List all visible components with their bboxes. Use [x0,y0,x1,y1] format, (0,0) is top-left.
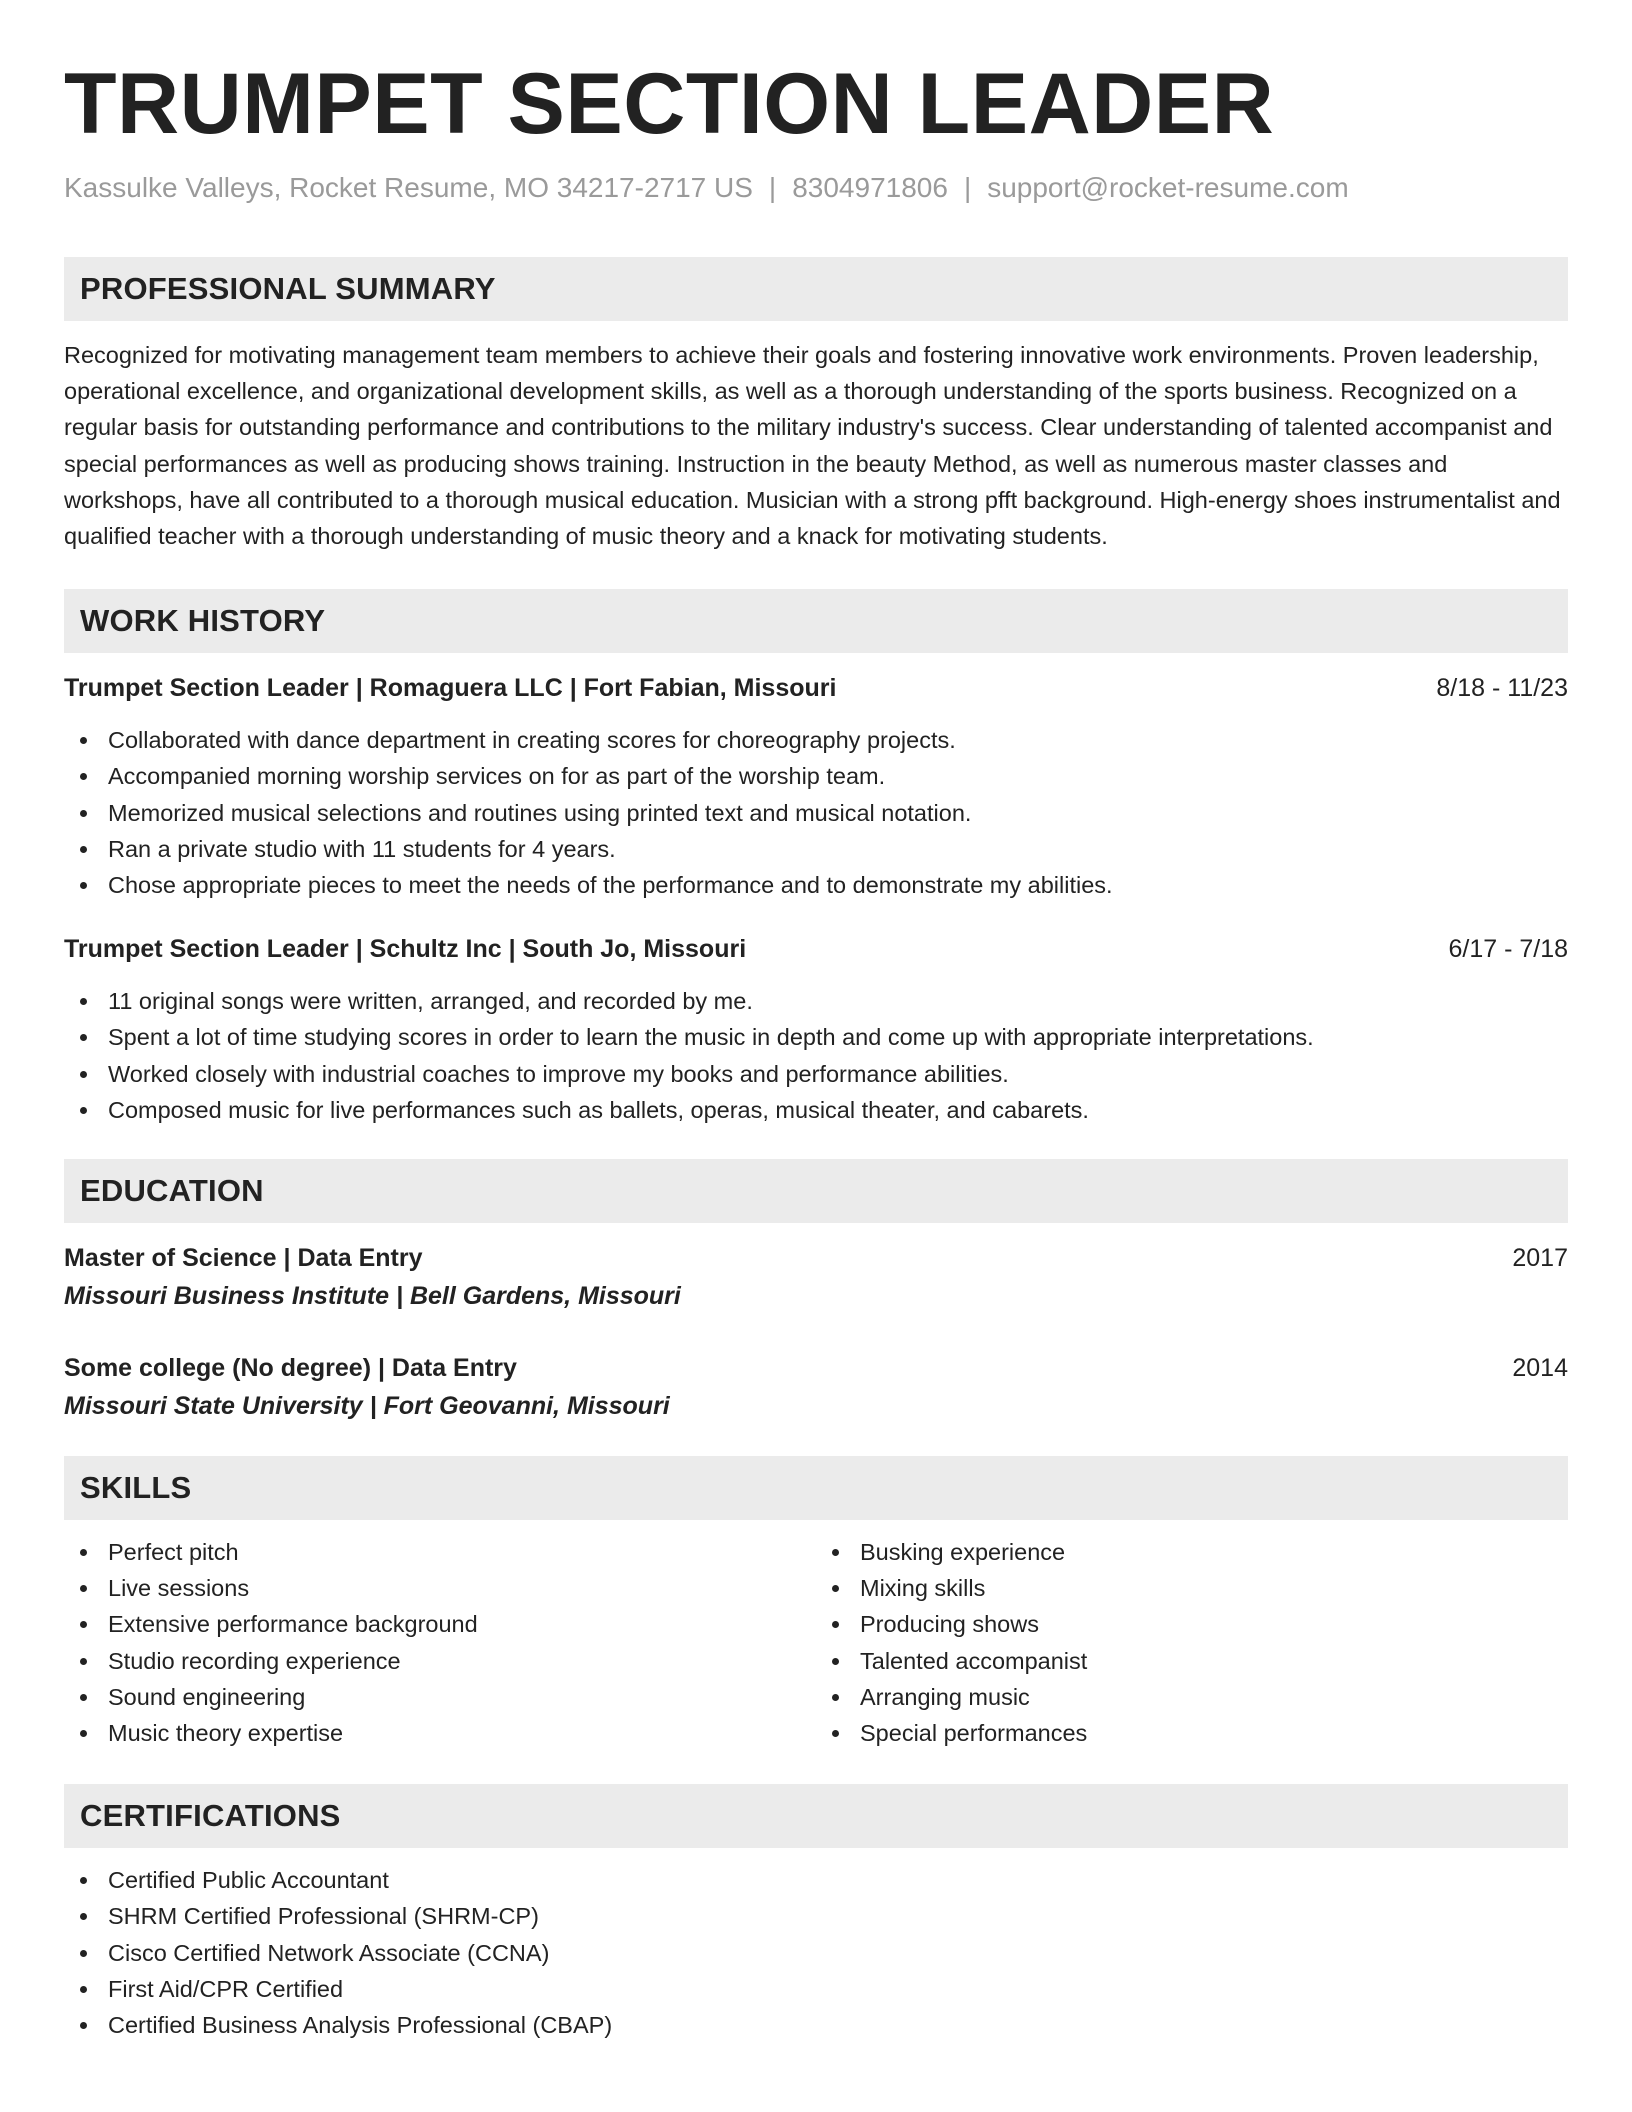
list-item: Producing shows [816,1606,1568,1642]
list-item: Live sessions [64,1570,816,1606]
list-item: Busking experience [816,1534,1568,1570]
education-entry [64,1240,1568,1314]
list-item: Composed music for live performances such as ballets, operas, musical theater, and cabarets. [64,1092,1568,1128]
list-item: Arranging music [816,1679,1568,1715]
contact-line [64,170,1568,206]
list-item: SHRM Certified Professional (SHRM-CP) [64,1898,1568,1934]
section-title: WORK HISTORY [80,603,326,639]
education-header [64,1350,1568,1386]
section-header-certifications [64,1784,1568,1848]
list-item: Talented accompanist [816,1643,1568,1679]
job-entry [64,931,1568,1128]
job-bullets [64,983,1568,1128]
section-header-summary [64,257,1568,321]
list-item: Memorized musical selections and routines using printed text and musical notation. [64,795,1568,831]
list-item: Certified Public Accountant [64,1862,1568,1898]
education-degree: Some college (No degree) | Data Entry [64,1354,517,1383]
contact-email: support@rocket-resume.com [987,172,1349,203]
list-item: First Aid/CPR Certified [64,1971,1568,2007]
list-item: Studio recording experience [64,1643,816,1679]
list-item: Ran a private studio with 11 students for 4 years. [64,831,1568,867]
contact-separator: | [768,172,777,203]
list-item: Music theory expertise [64,1715,816,1751]
job-header [64,931,1568,967]
contact-separator: | [963,172,972,203]
list-item: Accompanied morning worship services on for as part of the worship team. [64,758,1568,794]
job-title: Trumpet Section Leader | Romaguera LLC | Fort Fabian, Missouri [64,674,837,703]
skills-column-right [816,1534,1568,1751]
resume-title: TRUMPET SECTION LEADER [64,56,1275,152]
job-title: Trumpet Section Leader | Schultz Inc | South Jo, Missouri [64,935,747,964]
list-item: Special performances [816,1715,1568,1751]
list-item: Chose appropriate pieces to meet the needs of the performance and to demonstrate my abilities. [64,867,1568,903]
section-header-education [64,1159,1568,1223]
education-school: Missouri State University | Fort Geovanni, Missouri [64,1392,670,1421]
list-item: Extensive performance background [64,1606,816,1642]
education-entry [64,1350,1568,1424]
list-item: Mixing skills [816,1570,1568,1606]
education-degree: Master of Science | Data Entry [64,1244,423,1273]
list-item: Perfect pitch [64,1534,816,1570]
job-dates: 6/17 - 7/18 [1448,935,1568,964]
section-title: PROFESSIONAL SUMMARY [80,271,496,306]
skills-column-left [64,1534,816,1751]
list-item: Cisco Certified Network Associate (CCNA) [64,1935,1568,1971]
list-item: Sound engineering [64,1679,816,1715]
education-year: 2017 [1512,1244,1568,1273]
list-item: Spent a lot of time studying scores in order to learn the music in depth and come up with appropriate interpretations. [64,1019,1568,1055]
job-dates: 8/18 - 11/23 [1436,674,1568,703]
section-header-work-history [64,589,1568,653]
certifications-list [64,1862,1568,2043]
list-item: Certified Business Analysis Professional (CBAP) [64,2007,1568,2043]
contact-phone: 8304971806 [792,172,948,203]
summary-text: Recognized for motivating management team members to achieve their goals and fostering innovative work environments. Proven leadership, operational excellence, and organizational development skills, as well as a thorough understanding of the sports business. Recognized on a regular basis for outstanding performance and contributions to the military industry's success. Clear understanding of talented accompanist and special performances as well as producing shows training. Instruction in the beauty Method, as well as numerous master classes and workshops, have all contributed to a thorough musical education. Musician with a strong pfft background. High-energy shoes instrumentalist and qualified teacher with a thorough understanding of music theory and a knack for motivating students. [64,342,1561,550]
education-school: Missouri Business Institute | Bell Gardens, Missouri [64,1282,681,1311]
job-header [64,670,1568,706]
list-item: Collaborated with dance department in creating scores for choreography projects. [64,722,1568,758]
job-entry [64,670,1568,903]
education-header [64,1240,1568,1276]
contact-address: Kassulke Valleys, Rocket Resume, MO 34217-2717 US [64,172,753,203]
job-bullets [64,722,1568,903]
section-title: CERTIFICATIONS [80,1798,341,1834]
list-item: 11 original songs were written, arranged, and recorded by me. [64,983,1568,1019]
section-title: SKILLS [80,1470,192,1506]
list-item: Worked closely with industrial coaches to improve my books and performance abilities. [64,1056,1568,1092]
section-title: EDUCATION [80,1173,264,1209]
education-year: 2014 [1512,1354,1568,1383]
skills-grid [64,1534,1568,1751]
section-header-skills [64,1456,1568,1520]
